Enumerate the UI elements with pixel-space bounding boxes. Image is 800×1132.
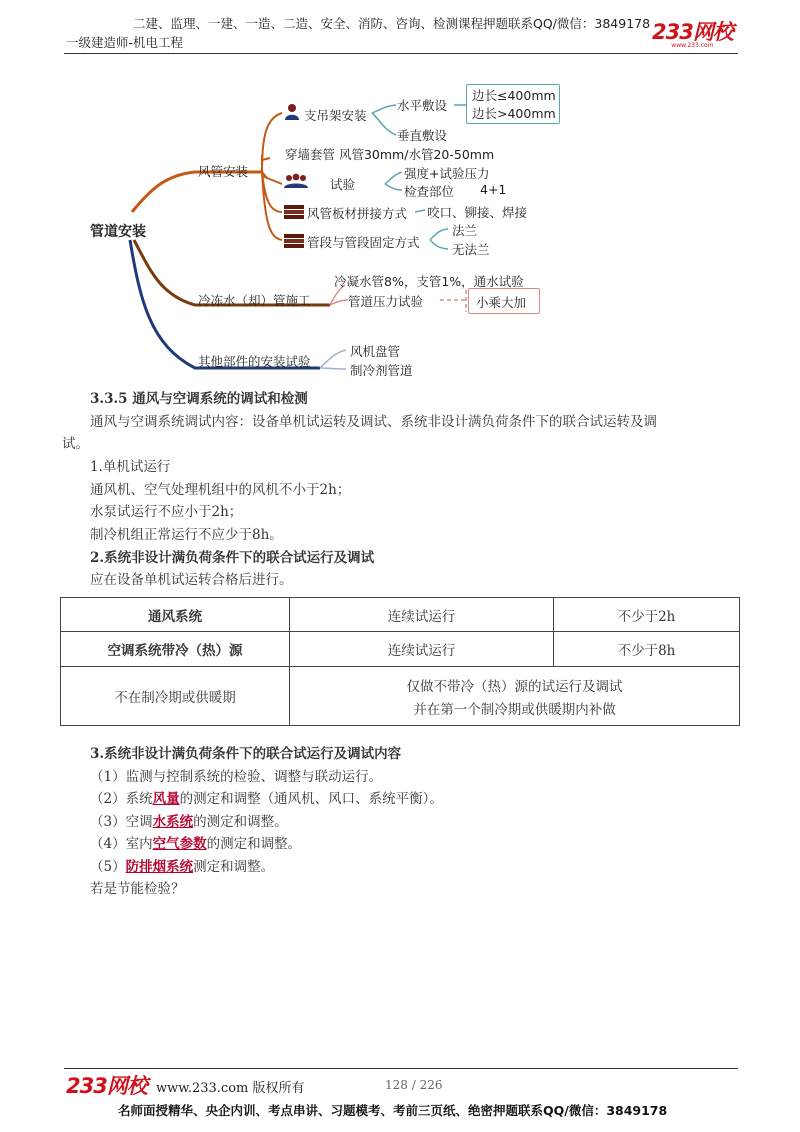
list-item: （3）空调水系统的测定和调整。 (90, 814, 288, 830)
table-row (61, 632, 740, 667)
connector-flange (430, 229, 448, 249)
mm-flange: 法兰 (452, 223, 478, 238)
para-chiller: 制冷机组正常运行不应少于8h。 (90, 527, 283, 543)
intro-line1: 通风与空调系统调试内容：设备单机试运转及调试、系统非设计满负荷条件下的联合试运转及调 (90, 414, 657, 430)
mm-len-le: 边长≤400mm (472, 88, 556, 103)
mindmap-branch2: 冷冻水（却）管施工 (198, 293, 311, 308)
question-line: 若是节能检验？ (90, 881, 185, 897)
group-icon (283, 173, 309, 193)
person-icon (283, 103, 301, 125)
table-cell: 连续试运行 (290, 632, 554, 667)
table-cell: 不少于8h (554, 632, 740, 667)
book-icon-2 (284, 233, 304, 252)
list-item: （5）防排烟系统测定和调整。 (90, 859, 275, 875)
mm-plate-joint: 风管板材拼接方式 (307, 206, 408, 221)
sub-heading-1: 1.单机试运行 (90, 459, 171, 475)
mm-condensate: 冷凝水管8%，支管1%，通水试验 (334, 274, 524, 289)
para-fan: 通风机、空气处理机组中的风机不小于2h； (90, 482, 351, 498)
intro-line2: 试。 (62, 436, 89, 452)
mm-refrigerant: 制冷剂管道 (350, 363, 413, 378)
mm-horizontal: 水平敷设 (397, 98, 448, 113)
connector-plates (415, 210, 425, 212)
mm-fan-coil: 风机盘管 (350, 344, 401, 359)
mindmap-branch1: 风管安装 (198, 164, 249, 179)
doc-title: 一级建造师-机电工程 (66, 35, 184, 50)
footer-logo: 233网校 (66, 1074, 147, 1098)
merged-line1: 仅做不带冷（热）源的试运行及调试 (406, 678, 623, 695)
table-row (61, 598, 740, 632)
mm-support: 支吊架安装 (304, 108, 367, 123)
list-item: （4）室内空气参数的测定和调整。 (90, 836, 302, 852)
connector-test (262, 176, 282, 184)
table-cell: 通风系统 (61, 598, 290, 632)
header-ad-line: 二建、监理、一建、一造、二造、安全、消防、咨询、检测课程押题联系QQ/微信：3849178 (133, 16, 651, 31)
mm-test: 试验 (330, 177, 356, 192)
table-cell: 空调系统带冷（热）源 (61, 632, 290, 667)
table-cell: 不在制冷期或供暖期 (61, 667, 290, 726)
connector-vertical (372, 113, 396, 135)
para-after-single: 应在设备单机试运转合格后进行。 (90, 572, 293, 588)
footer-site: www.233.com 版权所有 (156, 1081, 305, 1096)
mm-strength: 强度+试验压力 (404, 166, 490, 181)
footer-ad-line: 名师面授精华、央企内训、考点串讲、习题模考、考前三页纸、绝密押题联系QQ/微信：3849178 (118, 1103, 668, 1118)
list-item: （2）系统风量的测定和调整（通风机、风口、系统平衡）。 (90, 791, 443, 807)
test-run-table (60, 597, 740, 726)
para-pump: 水泵试运行不应小于2h； (90, 504, 243, 520)
connector-branch3-sub (320, 350, 346, 369)
mm-len-gt: 边长>400mm (472, 106, 556, 121)
merged-line2: 并在第一个制冷期或供暖期内补做 (413, 701, 616, 718)
connector-strength (385, 172, 402, 190)
mm-check-parts: 检查部位 (404, 184, 455, 199)
book-icon (284, 204, 304, 223)
mm-section-fix: 管段与管段固定方式 (307, 235, 420, 250)
footer-rule (64, 1068, 738, 1069)
table-cell: 不少于2h (554, 598, 740, 632)
table-cell: 连续试运行 (290, 598, 554, 632)
mm-small-multiply: 小乘大加 (476, 295, 527, 310)
mm-sleeve: 穿墙套管 风管30mm/水管20-50mm (285, 147, 495, 162)
sub-heading-2: 2.系统非设计满负荷条件下的联合试运行及调试 (90, 550, 375, 566)
mindmap-branch3: 其他部件的安装试验 (198, 354, 311, 369)
table-row (61, 667, 740, 726)
connector-small-multiply (440, 290, 466, 312)
mm-no-flange: 无法兰 (452, 242, 490, 257)
section-heading: 3.3.5 通风与空调系统的调试和检测 (90, 391, 308, 407)
table-cell-merged (290, 667, 740, 726)
mindmap-root: 管道安装 (90, 224, 146, 240)
mm-vertical: 垂直敷设 (397, 128, 448, 143)
connector-horizontal (372, 105, 396, 113)
header-logo: 233网校 www.233.com (652, 20, 733, 49)
mm-pressure-test: 管道压力试验 (348, 294, 424, 309)
page-number: 128 / 226 (385, 1078, 443, 1092)
list-item: （1）监测与控制系统的检验、调整与联动运行。 (90, 769, 383, 785)
sub-heading-3: 3.系统非设计满负荷条件下的联合试运行及调试内容 (90, 746, 402, 762)
mm-four-plus-one: 4+1 (480, 182, 507, 197)
header-rule (64, 53, 738, 54)
mm-plate-methods: 咬口、铆接、焊接 (427, 205, 528, 220)
